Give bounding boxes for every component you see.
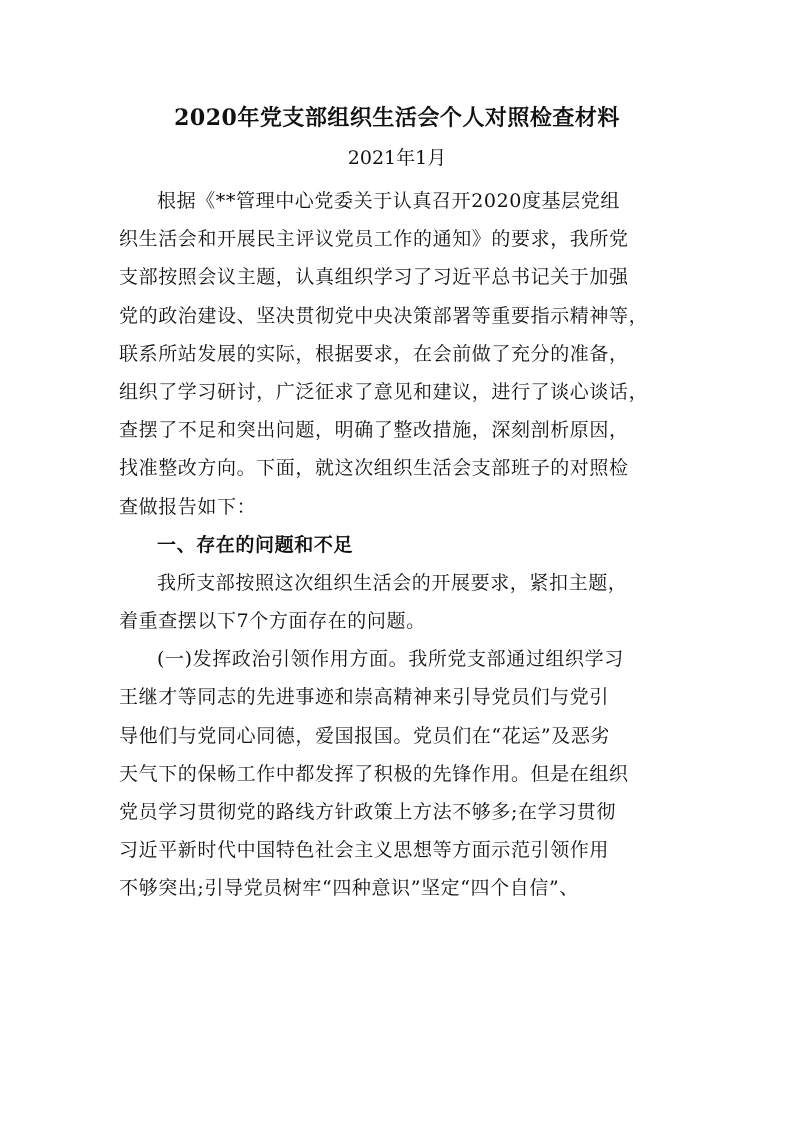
body-text-line: 联系所站发展的实际，根据要求，在会前做了充分的准备， xyxy=(119,342,629,365)
body-text-line: 党的政治建设、坚决贯彻党中央决策部署等重要指示精神等， xyxy=(119,304,649,327)
body-text-line: 我所支部按照这次组织生活会的开展要求，紧扣主题， xyxy=(157,571,628,594)
body-text-line: 支部按照会议主题，认真组织学习了习近平总书记关于加强 xyxy=(119,266,629,289)
body-text-line: 根据《**管理中心党委关于认真召开2020度基层党组 xyxy=(157,190,620,212)
body-text-line: 查做报告如下： xyxy=(119,495,257,518)
body-text-line: 找准整改方向。下面，就这次组织生活会支部班子的对照检 xyxy=(119,457,629,480)
body-text-line: 王继才等同志的先进事迹和崇高精神来引导党员们与党引 xyxy=(119,686,610,709)
document-body xyxy=(119,182,679,908)
body-text-line: 习近平新时代中国特色社会主义思想等方面示范引领作用 xyxy=(119,839,610,862)
document-title: 2020年党支部组织生活会个人对照检查材料 xyxy=(174,105,620,131)
body-text-line: 着重查摆以下7个方面存在的问题。 xyxy=(119,610,426,633)
document-date: 2021年1月 xyxy=(347,147,447,169)
body-text-line: 织生活会和开展民主评议党员工作的通知》的要求，我所党 xyxy=(119,228,629,251)
body-text-line: (一)发挥政治引领作用方面。我所党支部通过组织学习 xyxy=(157,648,624,671)
body-text-line: 组织了学习研讨，广泛征求了意见和建议，进行了谈心谈话， xyxy=(119,380,649,403)
body-text-line: 导他们与党同心同德，爱国报国。党员们在“花运”及恶劣 xyxy=(119,724,611,747)
body-text-line: 查摆了不足和突出问题，明确了整改措施，深刻剖析原因， xyxy=(119,419,629,442)
body-text-line: 党员学习贯彻党的路线方针政策上方法不够多;在学习贯彻 xyxy=(119,801,617,823)
body-text-line: 天气下的保畅工作中都发挥了积极的先锋作用。但是在组织 xyxy=(119,762,629,785)
section-heading: 一、存在的问题和不足 xyxy=(157,533,354,556)
body-text-line: 不够突出;引导党员树牢“四种意识”坚定“四个自信”、 xyxy=(119,877,579,900)
